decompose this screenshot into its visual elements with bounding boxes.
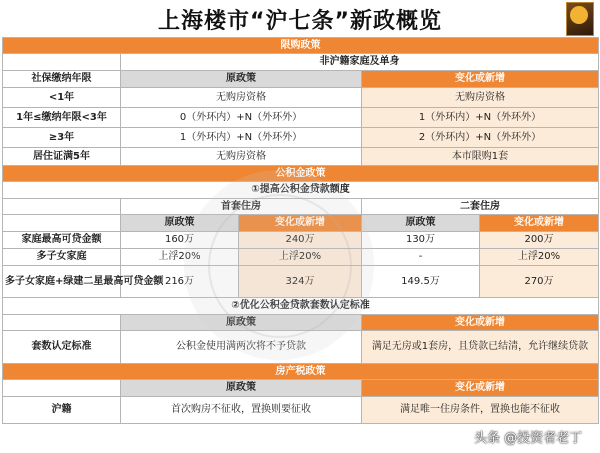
first-home-new-cell: 240万 <box>239 232 362 249</box>
old-policy-cell: 1（外环内）+N（外环外） <box>121 128 362 148</box>
title-bar <box>0 0 600 37</box>
header-second-home: 二套住房 <box>362 199 599 215</box>
col-header-old-policy: 原政策 <box>121 380 362 397</box>
first-home-old-cell: 216万 <box>121 266 239 298</box>
row-label: 沪籍 <box>3 397 121 424</box>
new-policy-cell: 2（外环内）+N（外环外） <box>362 128 599 148</box>
page-title: 上海楼市“沪七条”新政概览 <box>158 9 442 34</box>
new-policy-cell: 本市限购1套 <box>362 148 599 166</box>
first-home-new-cell: 上浮20% <box>239 249 362 266</box>
col-header-old-policy: 原政策 <box>362 215 480 232</box>
second-home-new-cell: 200万 <box>480 232 599 249</box>
second-home-old-cell: 149.5万 <box>362 266 480 298</box>
col-header-old-policy: 原政策 <box>121 215 239 232</box>
subsection-title-loan-limit: ①提高公积金贷款额度 <box>3 182 599 199</box>
new-policy-cell: 满足唯一住房条件，置换也能不征收 <box>362 397 599 424</box>
second-home-new-cell: 270万 <box>480 266 599 298</box>
table-row <box>3 128 599 148</box>
row-label: <1年 <box>3 88 121 108</box>
row-label: 家庭最高可贷金额 <box>3 232 121 249</box>
row-label: 1年≤缴纳年限<3年 <box>3 108 121 128</box>
row-label: ≥3年 <box>3 128 121 148</box>
col-header-new-policy: 变化或新增 <box>480 215 599 232</box>
table-row <box>3 88 599 108</box>
table-row <box>3 397 599 424</box>
policy-table <box>2 37 599 424</box>
second-home-old-cell: - <box>362 249 480 266</box>
new-policy-cell: 1（外环内）+N（外环外） <box>362 108 599 128</box>
old-policy-cell: 0（外环内）+N（外环外） <box>121 108 362 128</box>
section-band-provident-fund: 公积金政策 <box>3 166 599 182</box>
second-home-old-cell: 130万 <box>362 232 480 249</box>
section-band-property-tax: 房产税政策 <box>3 364 599 380</box>
row-label: 套数认定标准 <box>3 331 121 364</box>
new-policy-cell: 满足无房或1套房，且贷款已结清，允许继续贷款 <box>362 331 599 364</box>
old-policy-cell: 无购房资格 <box>121 88 362 108</box>
header-first-home: 首套住房 <box>121 199 362 215</box>
second-home-new-cell: 上浮20% <box>480 249 599 266</box>
col-header-social-security: 社保缴纳年限 <box>3 71 121 88</box>
table-row <box>3 331 599 364</box>
col-header-new-policy: 变化或新增 <box>362 315 599 331</box>
group-header-non-local: 非沪籍家庭及单身 <box>121 54 599 71</box>
col-header-new-policy: 变化或新增 <box>239 215 362 232</box>
table-row <box>3 148 599 166</box>
old-policy-cell: 首次购房不征收，置换则要征收 <box>121 397 362 424</box>
old-policy-cell: 无购房资格 <box>121 148 362 166</box>
section-band-purchase-limit: 限购政策 <box>3 38 599 54</box>
table-row <box>3 232 599 249</box>
row-label: 多子女家庭 <box>3 249 121 266</box>
row-label: 多子女家庭+绿建二星最高可贷金额 <box>3 266 121 298</box>
table-row <box>3 108 599 128</box>
new-policy-cell: 无购房资格 <box>362 88 599 108</box>
first-home-old-cell: 160万 <box>121 232 239 249</box>
first-home-new-cell: 324万 <box>239 266 362 298</box>
source-credit: 头条 @投资者老丁 <box>474 431 583 446</box>
col-header-old-policy: 原政策 <box>121 315 362 331</box>
old-policy-cell: 公积金使用满两次将不予贷款 <box>121 331 362 364</box>
row-label: 居住证满5年 <box>3 148 121 166</box>
table-row <box>3 249 599 266</box>
col-header-new-policy: 变化或新增 <box>362 380 599 397</box>
table-row <box>3 266 599 298</box>
col-header-new-policy: 变化或新增 <box>362 71 599 88</box>
subsection-title-count-standard: ②优化公积金贷款套数认定标准 <box>3 298 599 315</box>
brand-logo <box>566 2 594 36</box>
col-header-old-policy: 原政策 <box>121 71 362 88</box>
logo-mark-icon <box>570 6 588 24</box>
first-home-old-cell: 上浮20% <box>121 249 239 266</box>
